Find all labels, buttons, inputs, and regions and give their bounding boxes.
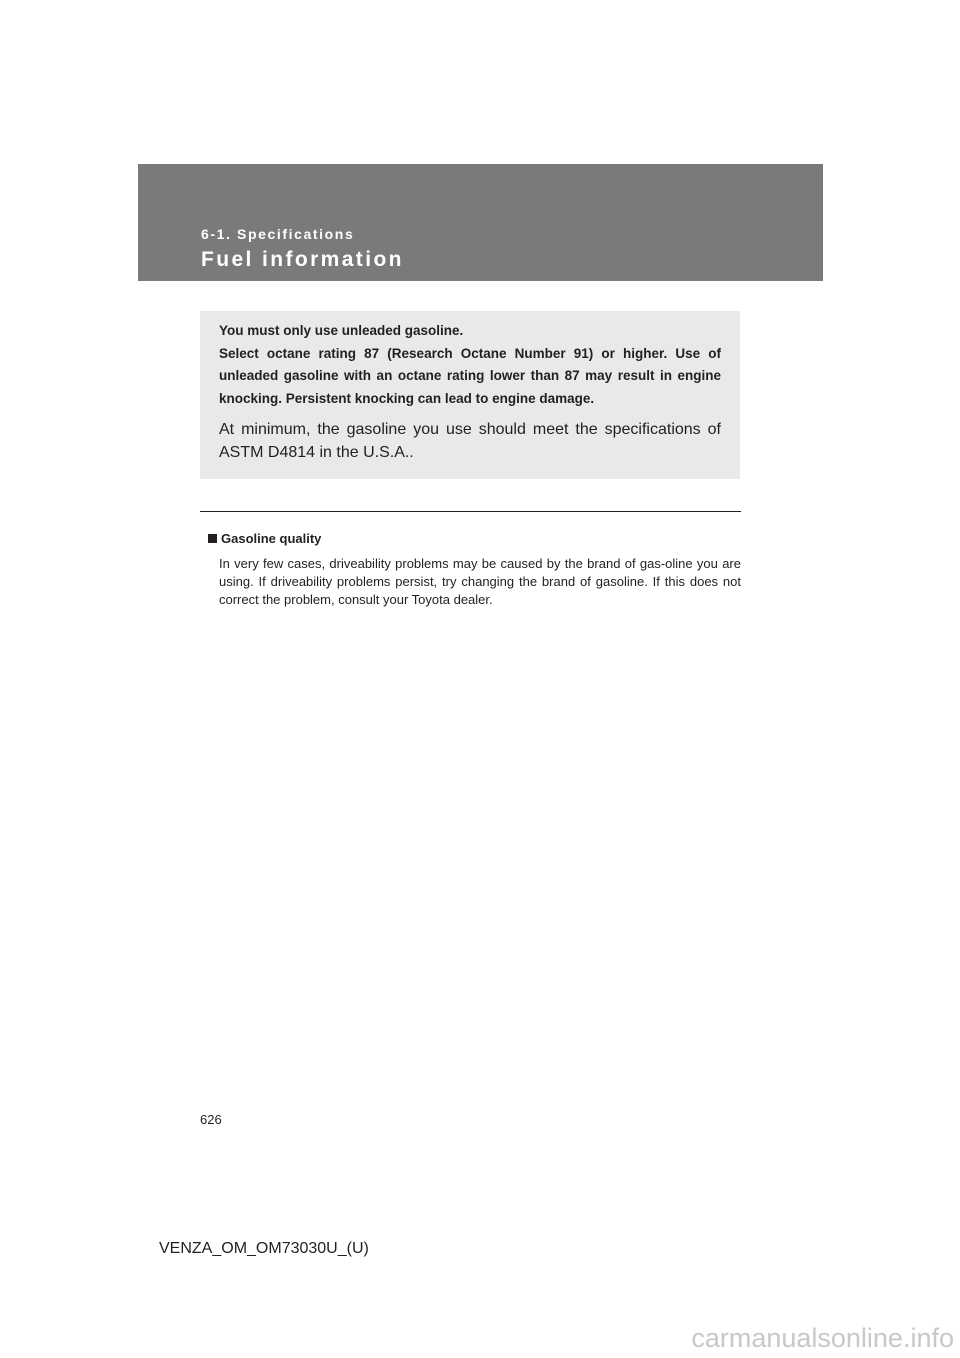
info-box-bold-line: Select octane rating 87 (Research Octane Number 91) or higher. Use of unleaded gasoline with an octane rating lower than 87 may result in engine knocking. Persistent knocking can lead to engine damage. [219,345,721,406]
note-heading [208,530,741,548]
watermark: carmanualsonline.info [691,1323,954,1353]
black-square-icon [208,534,217,543]
info-box-normal-text: At minimum, the gasoline you use should meet the specifications of ASTM D4814 in the U.S.A.. [219,421,721,461]
document-code: VENZA_OM_OM73030U_(U) [159,1240,369,1257]
section-divider [200,511,741,512]
note-heading-text: Gasoline quality [221,531,322,546]
info-box [200,311,740,479]
header-band [138,164,823,281]
info-box-bold-text [219,320,721,410]
note-body: In very few cases, driveability problems may be caused by the brand of gas-oline you are using. If driveability problems persist, try changing the brand of gasoline. If this does not correct the problem, consult your Toyota dealer. [219,556,741,607]
page-number: 626 [200,1112,222,1127]
note-gasoline-quality [208,530,741,609]
info-box-bold-line: You must only use unleaded gasoline. [219,323,464,338]
page-title: Fuel information [201,248,404,271]
section-label: 6-1. Specifications [201,226,355,242]
